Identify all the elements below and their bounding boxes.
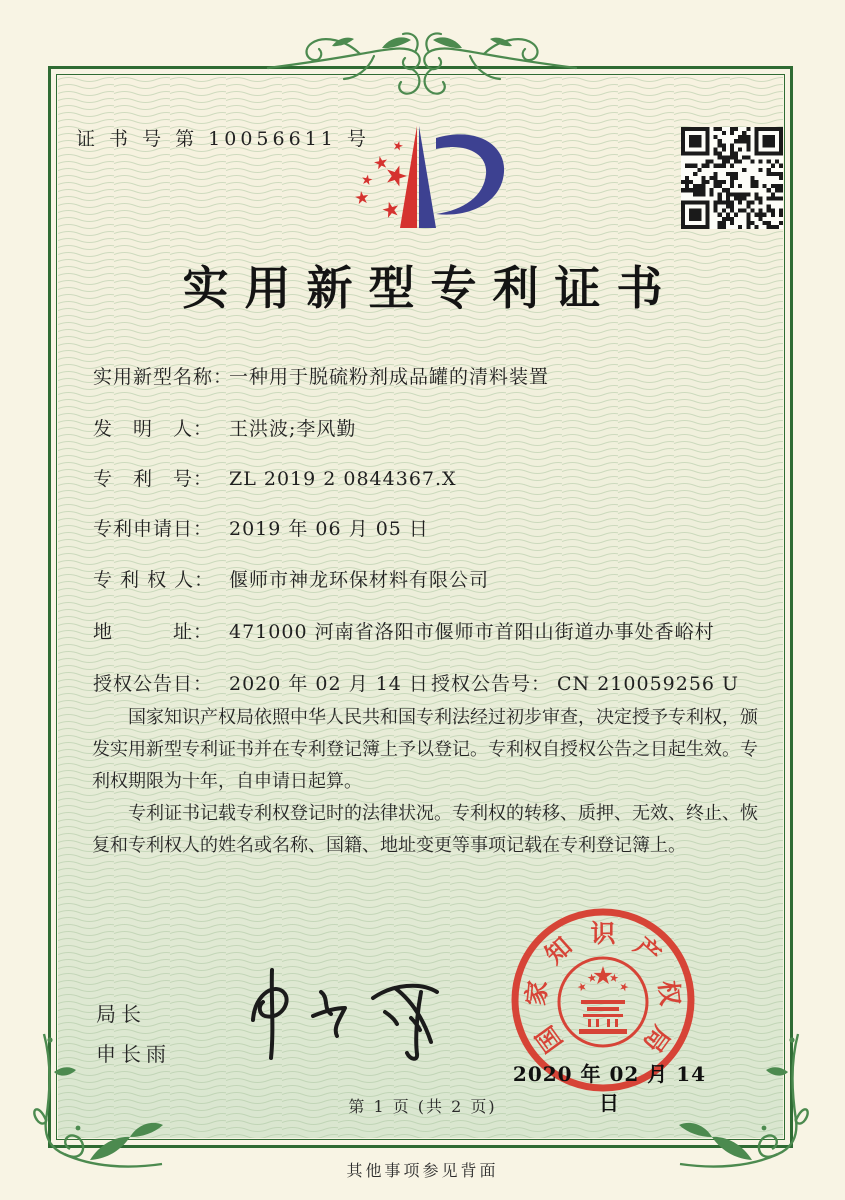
field-label: 专 利 号： (93, 468, 214, 490)
signer-title: 局长 (96, 1002, 146, 1026)
field-row-grant (93, 669, 773, 696)
field-row-inventor (93, 414, 773, 441)
field-value: 偃师市神龙环保材料有限公司 (229, 569, 490, 591)
field-label: 发 明 人： (93, 418, 214, 440)
field-row-patent-number (93, 464, 773, 491)
field-value: 王洪波;李风勤 (229, 418, 357, 440)
page-number: 第 1 页 (共 2 页) (348, 1097, 497, 1116)
back-side-note: 其他事项参见背面 (346, 1161, 499, 1180)
svg-text:产: 产 (628, 931, 667, 970)
grant-date-value: 2020 年 02 月 14 日 (229, 673, 429, 695)
field-label: 地 址： (93, 621, 214, 643)
signature-icon (225, 958, 455, 1066)
legal-paragraph-1: 国家知识产权局依照中华人民共和国专利法经过初步审查，决定授予专利权，颁发实用新型专利证书并在专利登记簿上予以登记。专利权自授权公告之日起生效。专利权期限为十年，自申请日起算。 (92, 707, 758, 793)
field-row-filing-date (93, 514, 773, 541)
svg-text:知: 知 (539, 931, 578, 970)
svg-text:识: 识 (590, 919, 616, 948)
field-value: 一种用于脱硫粉剂成品罐的清料装置 (229, 366, 550, 388)
grant-number-label: 授权公告号： (431, 673, 552, 695)
cnipa-logo-icon (338, 118, 522, 236)
field-label: 专 利 权 人： (93, 569, 215, 591)
svg-text:权: 权 (653, 979, 685, 1008)
certificate-number: 证 书 号 第 10056611 号 (76, 128, 370, 150)
svg-text:局: 局 (637, 1020, 676, 1058)
certificate-title: 实用新型专利证书 (182, 261, 679, 315)
seal-date: 2020 年 02 月 14 日 (512, 1062, 707, 1115)
field-row-address (93, 617, 773, 644)
grant-number-value: CN 210059256 U (557, 673, 740, 695)
legal-text (92, 702, 758, 862)
field-label: 专利申请日： (93, 518, 214, 540)
signer-name: 申长雨 (96, 1042, 171, 1066)
field-row-name (93, 362, 773, 389)
svg-text:国: 国 (530, 1020, 569, 1058)
field-value: ZL 2019 2 0844367.X (229, 468, 457, 490)
top-flourish-ornament-icon (262, 28, 582, 106)
grant-date-label: 授权公告日： (93, 673, 214, 695)
field-row-patentee (93, 565, 773, 592)
seal-emblem (559, 958, 647, 1046)
qr-code-icon (681, 127, 783, 229)
field-value: 2019 年 06 月 05 日 (229, 518, 429, 540)
field-label: 实用新型名称： (93, 366, 234, 388)
svg-text:家: 家 (521, 979, 553, 1008)
seal-ring-text (521, 919, 685, 1058)
field-value: 471000 河南省洛阳市偃师市首阳山街道办事处香峪村 (229, 621, 715, 643)
legal-paragraph-2: 专利证书记载专利权登记时的法律状况。专利权的转移、质押、无效、终止、恢复和专利权人的姓名或名称、国籍、地址变更等事项记载在专利登记簿上。 (92, 803, 758, 857)
